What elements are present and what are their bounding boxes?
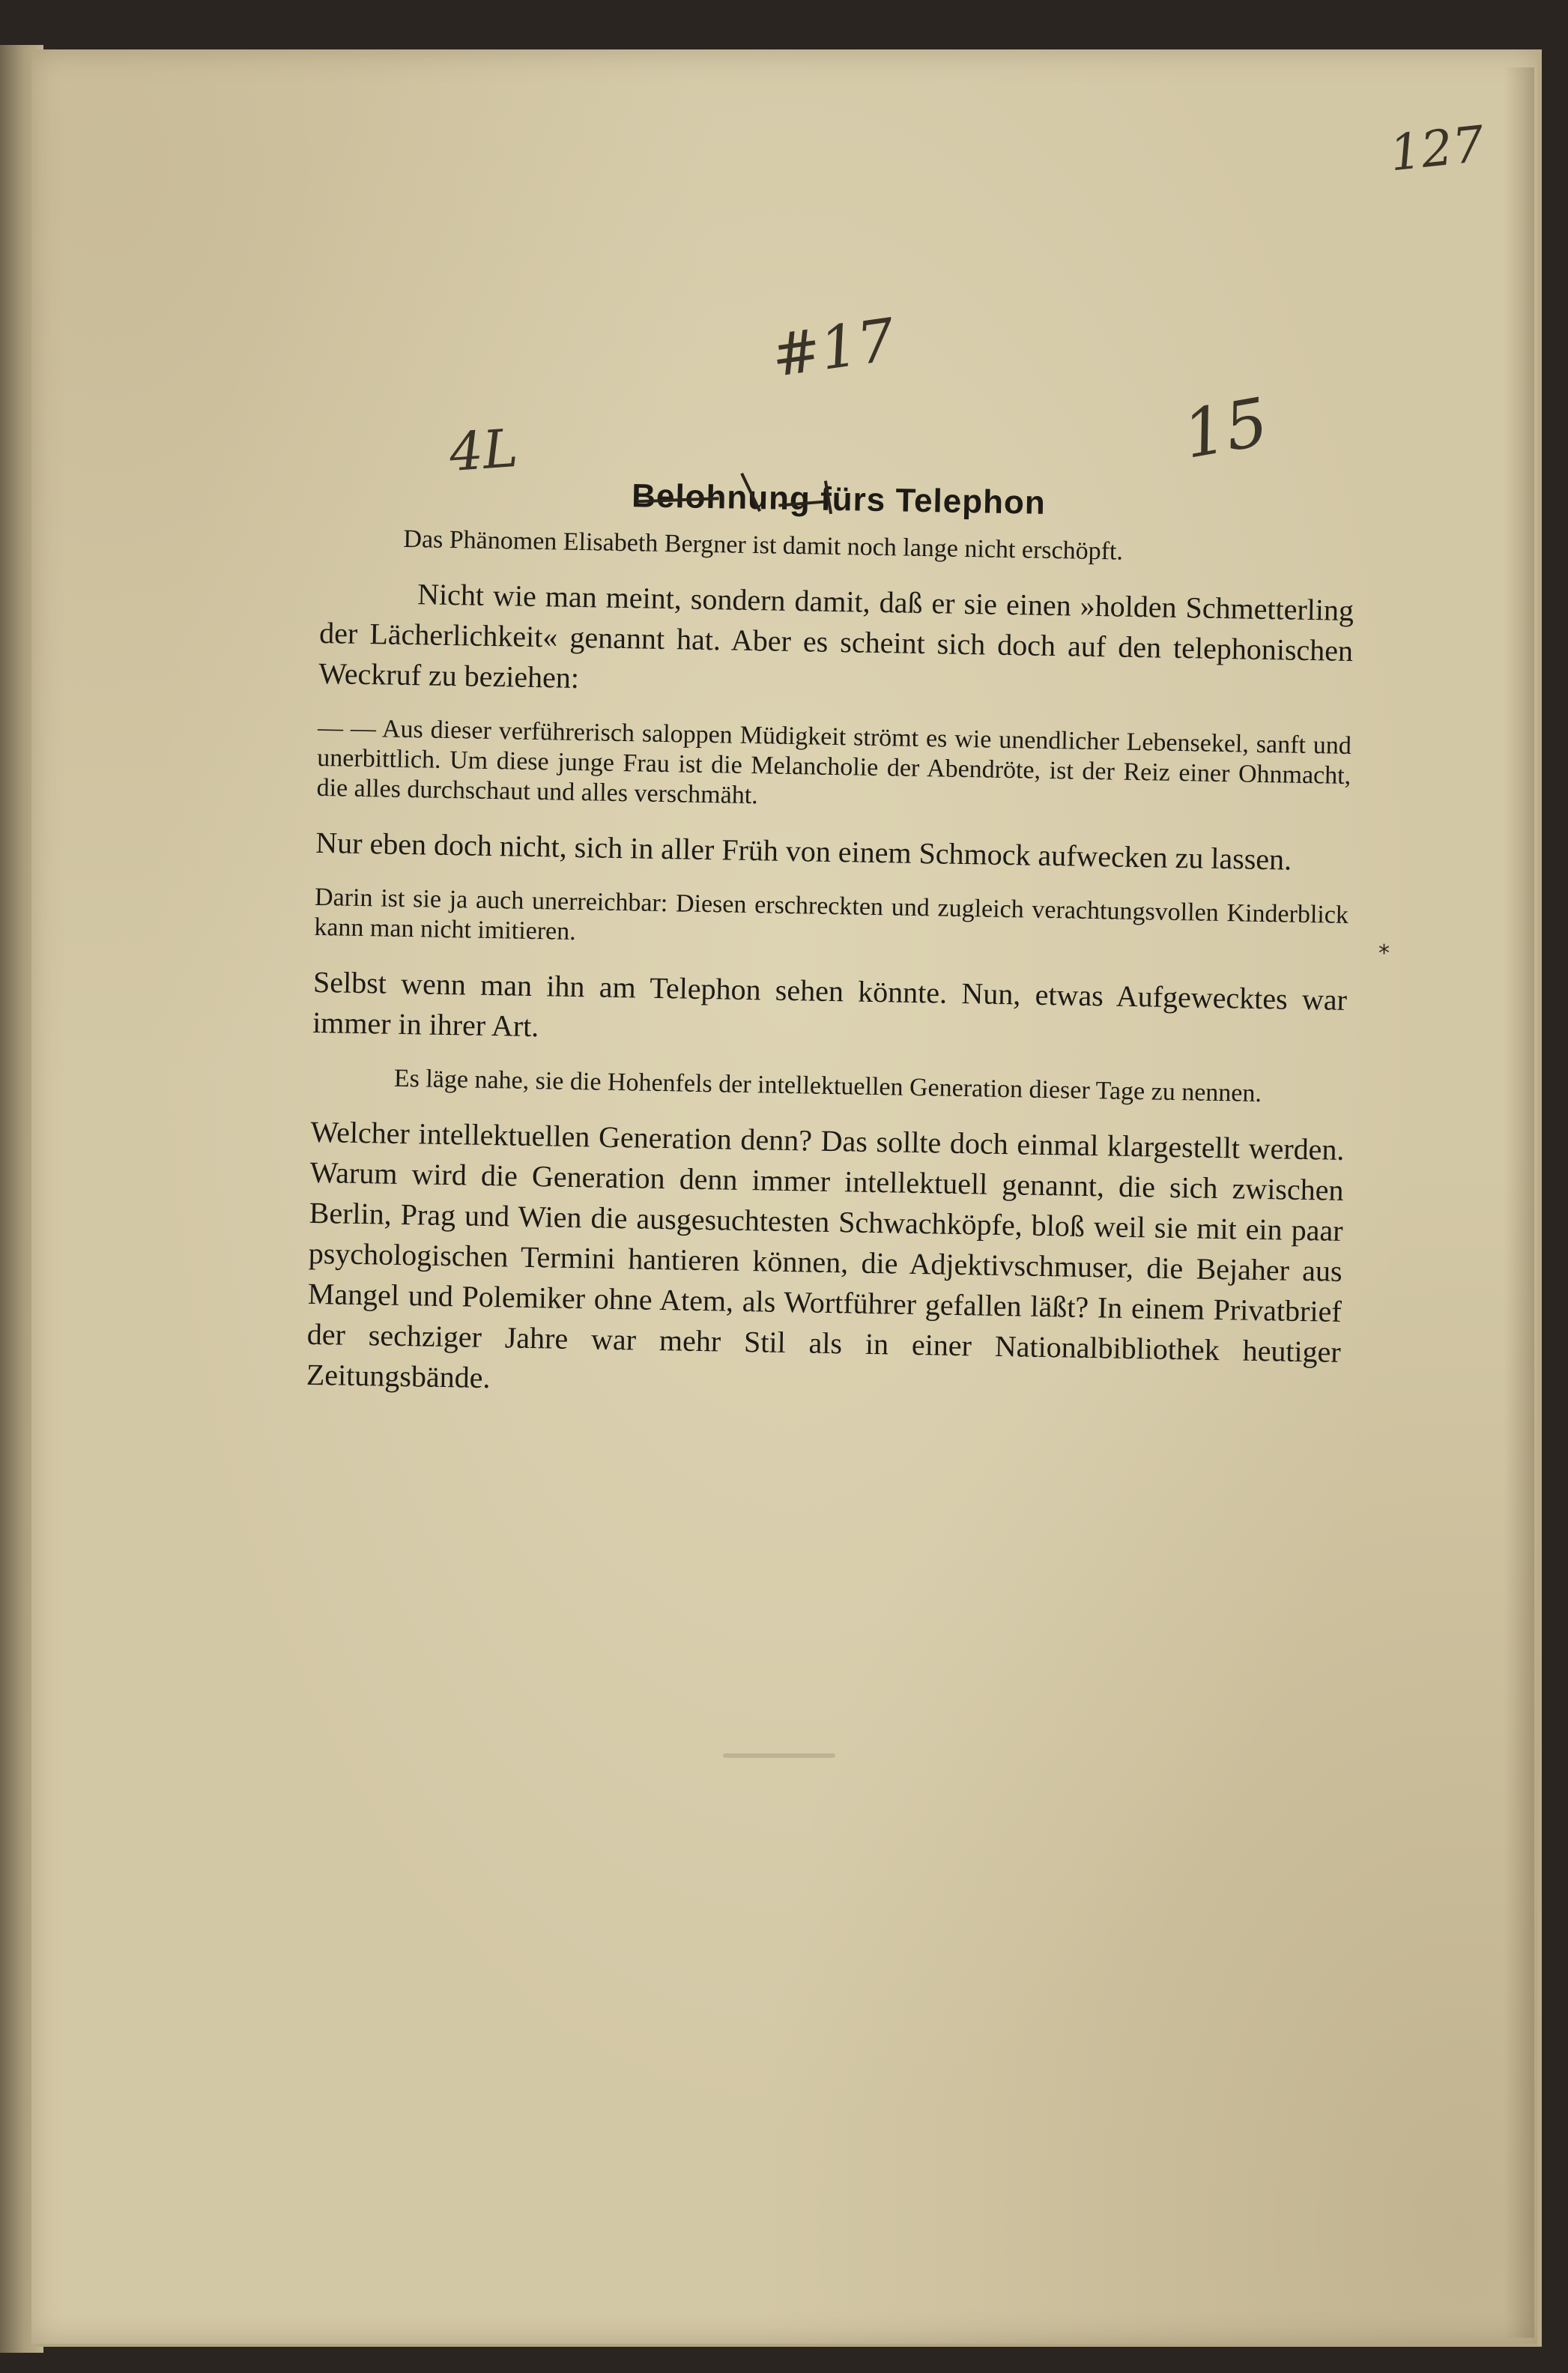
paragraph-7: Es läge nahe, sie die Hohenfels der intellektuellen Generation dieser Tage zu nennen. [393,1064,1262,1108]
handwritten-note-top: #17 [767,306,900,391]
folio-number: 127 [1387,115,1487,183]
margin-mark: * [1378,940,1390,967]
paragraph-5: Darin ist sie ja auch unerreichbar: Diesen erschreckten und zugleich verachtungsvollen Kinderblick kann man nicht imitieren. [314,883,1349,946]
paragraph-3-quote: — — Aus dieser verführerisch saloppen Müdigkeit strömt es wie unendlicher Lebensekel, sanft und unerbittlich. Um diese junge Frau ist die Melancholie der Abendröte, ist der Reiz einer Ohnmacht, die alles durchschaut und alles verschmäht. [316,713,1352,810]
paragraph-1: Das Phänomen Elisabeth Bergner ist damit noch lange nicht erschöpft. [403,525,1124,566]
handwritten-note-left: 4L [447,417,520,484]
paragraph-2: Nicht wie man meint, sondern damit, daß er sie einen »holden Schmetterling der Lächerlichkeit« genannt hat. Aber es scheint sich doch auf den telephonischen Weckruf zu beziehen: [318,577,1354,695]
article-body [306,472,1356,1433]
page-shadow [1504,67,1534,2338]
paper-smudge [723,1753,835,1758]
article-title-text: Belohnung fürs Telephon [631,477,1047,522]
handwritten-note-right: 15 [1177,383,1274,474]
paragraph-8: Welcher intellektuellen Generation denn? Das sollte doch einmal klargestellt werden. Warum wird die Generation denn immer intellektuell genannt, die sich zwischen Berlin, Prag und Wien die ausgesuchtesten Schwachköpfe, bloß weil sie mit ein paar psychologischen Termini hantieren können, die Adjektivschmuser, die Bejaher aus Mangel und Polemiker ohne Atem, als Wortführer gefallen läßt? In einem Privatbrief der sechziger Jahre war mehr Stil als in einer Nationalbibliothek heutiger Zeitungsbände. [306,1114,1345,1395]
paragraph-6: Selbst wenn man ihn am Telephon sehen könnte. Nun, etwas Aufgewecktes war immer in ihrer Art. [312,964,1348,1044]
paragraph-4: Nur eben doch nicht, sich in aller Früh von einem Schmock aufwecken zu lassen. [315,825,1292,877]
